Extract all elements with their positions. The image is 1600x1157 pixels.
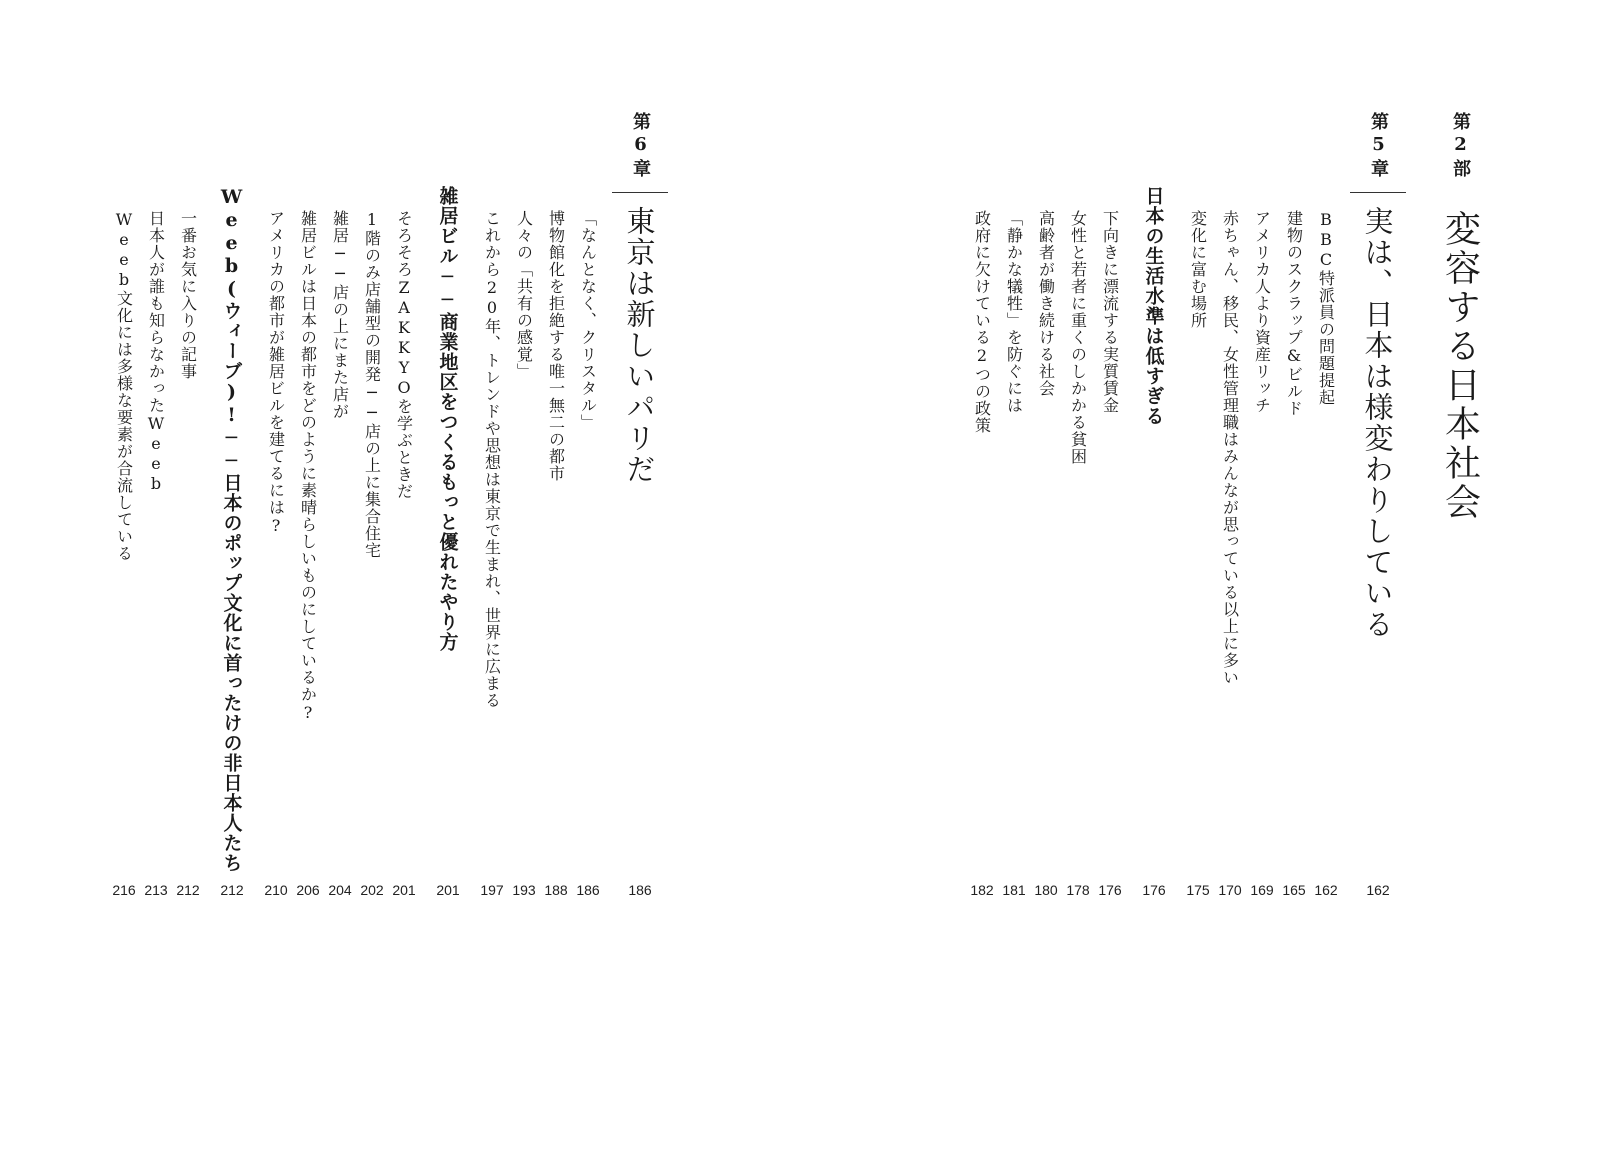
toc-item-title[interactable]: 雑居──店の上にまた店が [330, 210, 350, 420]
chapter5-label: 第5章 [1368, 112, 1389, 181]
chapter5-rule [1350, 192, 1406, 193]
section-title[interactable]: 雑居ビル──商業地区をつくるもっと優れたやり方 [436, 186, 459, 652]
toc-item-page: 212 [176, 882, 200, 898]
chapter5-page: 162 [1366, 882, 1390, 898]
toc-item-title[interactable]: アメリカ人より資産リッチ [1252, 210, 1272, 414]
toc-item-title[interactable]: 1階のみ店舗型の開発──店の上に集合住宅 [362, 210, 382, 559]
chapter6-label: 第6章 [630, 112, 651, 181]
toc-item-page: 202 [360, 882, 384, 898]
right-page [800, 0, 1600, 1157]
toc-item-title[interactable]: 下向きに漂流する実質賃金 [1100, 210, 1120, 414]
toc-item-page: 181 [1002, 882, 1026, 898]
toc-item-page: 176 [1098, 882, 1122, 898]
toc-item-title[interactable]: 雑居ビルは日本の都市をどのように素晴らしいものにしているか? [298, 210, 318, 723]
toc-item-title[interactable]: 政府に欠けている2つの政策 [972, 210, 992, 434]
toc-item-page: 178 [1066, 882, 1090, 898]
toc-item-title[interactable]: 「なんとなく、クリスタル」 [578, 210, 598, 431]
part-title: 変容する日本社会 [1439, 210, 1481, 522]
toc-item-page: 197 [480, 882, 504, 898]
toc-item-page: 188 [544, 882, 568, 898]
toc-item-title[interactable]: 赤ちゃん、移民、女性管理職はみんなが思っている以上に多い [1220, 210, 1240, 686]
toc-item-title[interactable]: 「静かな犠牲」を防ぐには [1004, 210, 1024, 414]
toc-item-title[interactable]: そろそろZAKKYOを学ぶときだ [394, 210, 414, 500]
toc-item-title[interactable]: 高齢者が働き続ける社会 [1036, 210, 1056, 397]
toc-item-title[interactable]: 人々の「共有の感覚」 [514, 210, 534, 380]
toc-item-title[interactable]: Weeb文化には多様な要素が合流している [114, 210, 134, 562]
chapter6-rule [612, 192, 668, 193]
toc-item-title[interactable]: 日本人が誰も知らなかったWeeb [146, 210, 166, 494]
toc-item-page: 213 [144, 882, 168, 898]
toc-item-page: 165 [1282, 882, 1306, 898]
chapter6-title[interactable]: 東京は新しいパリだ [622, 206, 657, 485]
toc-item-page: 210 [264, 882, 288, 898]
toc-item-title[interactable]: 女性と若者に重くのしかかる貧困 [1068, 210, 1088, 465]
section-page: 201 [436, 882, 460, 898]
part-label: 第2部 [1450, 112, 1471, 181]
toc-item-title[interactable]: 一番お気に入りの記事 [178, 210, 198, 380]
toc-item-title[interactable]: アメリカの都市が雑居ビルを建てるには? [266, 210, 286, 536]
toc-item-page: 186 [576, 882, 600, 898]
section-title[interactable]: 日本の生活水準は低すぎる [1142, 186, 1165, 426]
toc-item-page: 175 [1186, 882, 1210, 898]
toc-item-page: 201 [392, 882, 416, 898]
toc-item-page: 182 [970, 882, 994, 898]
toc-item-page: 204 [328, 882, 352, 898]
section-page: 212 [220, 882, 244, 898]
chapter6-page: 186 [628, 882, 652, 898]
toc-item-page: 169 [1250, 882, 1274, 898]
toc-item-title[interactable]: 建物のスクラップ&ビルド [1284, 210, 1304, 417]
section-title[interactable]: Weeb(ウィーブ)!──日本のポップ文化に首ったけの非日本人たち [220, 186, 243, 873]
toc-item-page: 193 [512, 882, 536, 898]
toc-item-page: 170 [1218, 882, 1242, 898]
toc-item-page: 162 [1314, 882, 1338, 898]
toc-item-page: 180 [1034, 882, 1058, 898]
toc-item-page: 216 [112, 882, 136, 898]
toc-item-title[interactable]: 変化に富む場所 [1188, 210, 1208, 329]
section-page: 176 [1142, 882, 1166, 898]
toc-item-title[interactable]: BBC特派員の問題提起 [1316, 210, 1336, 406]
toc-item-title[interactable]: これから20年、トレンドや思想は東京で生まれ、世界に広まる [482, 210, 502, 709]
toc-item-title[interactable]: 博物館化を拒絶する唯一無二の都市 [546, 210, 566, 482]
toc-item-page: 206 [296, 882, 320, 898]
chapter5-title[interactable]: 実は、日本は様変わりしている [1360, 206, 1395, 640]
